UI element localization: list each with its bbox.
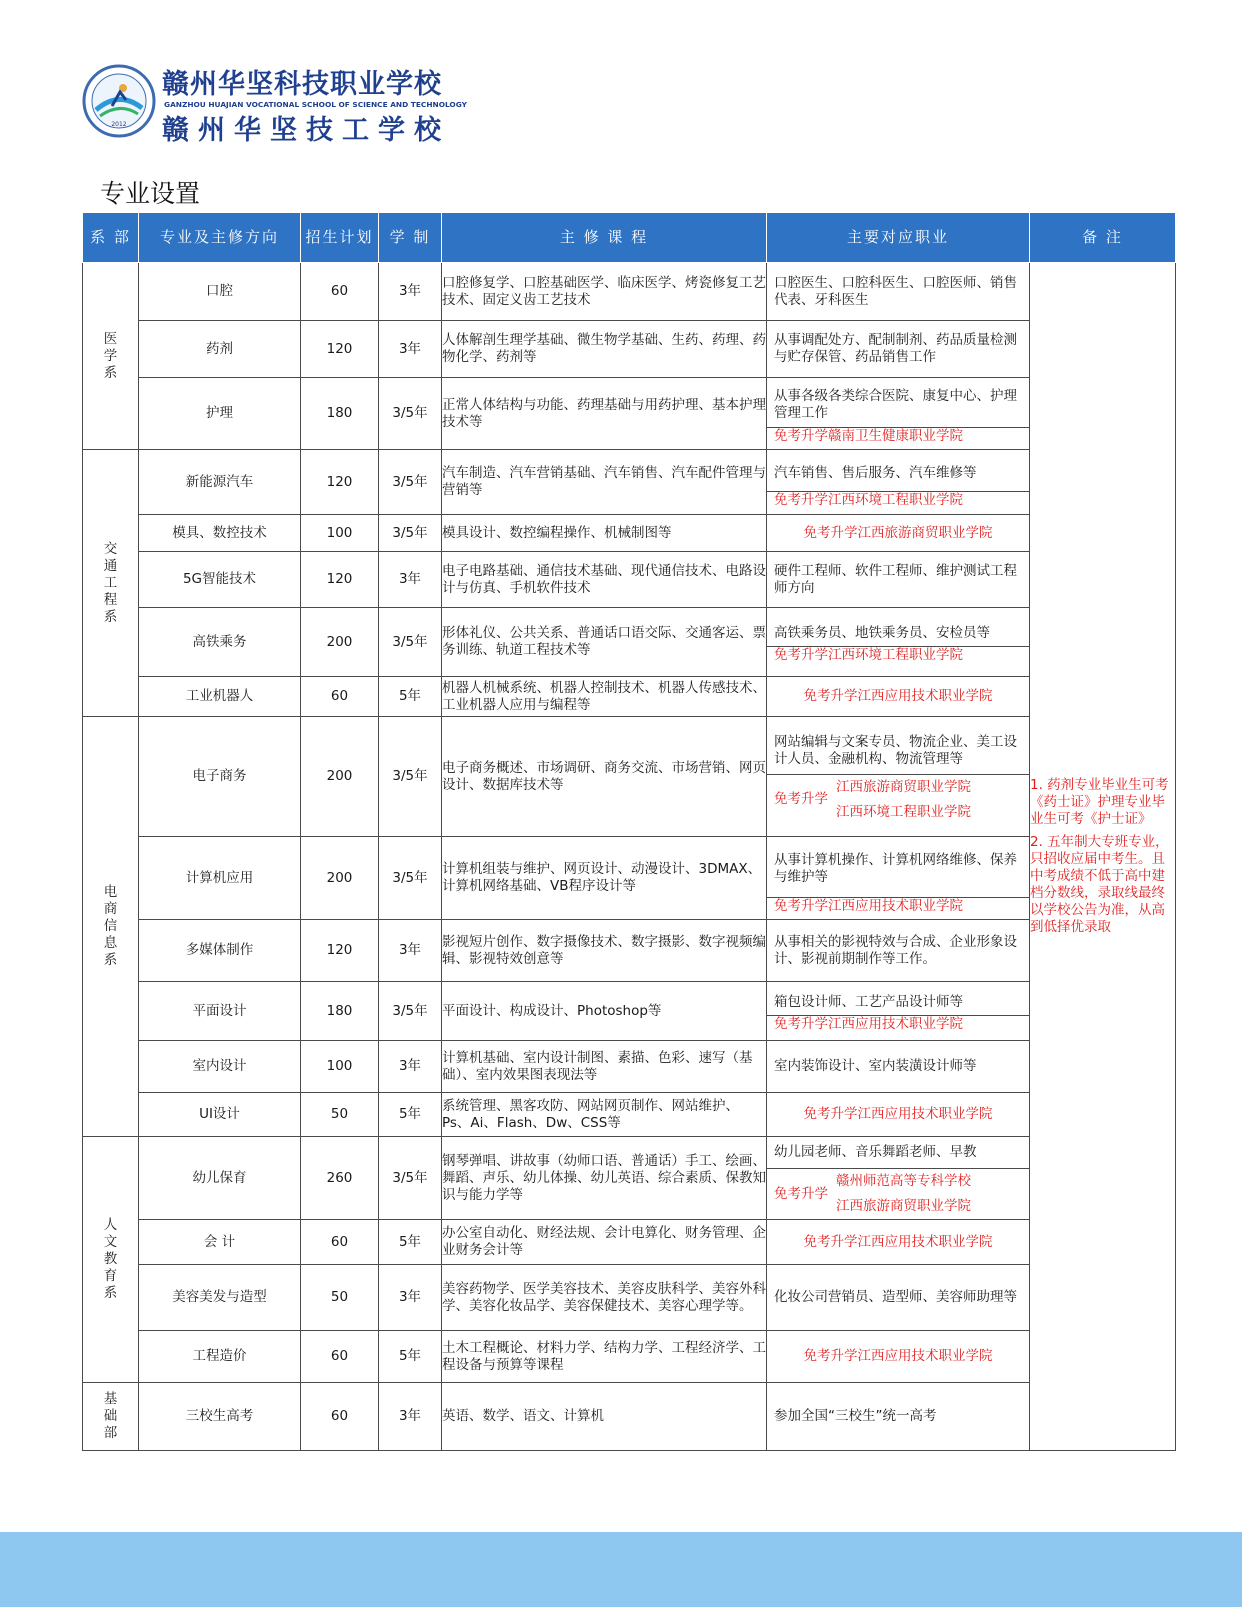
career-text: 幼儿园老师、音乐舞蹈老师、早教	[774, 1144, 977, 1160]
career-text: 从事调配处方、配制制剂、药品质量检测与贮存保管、药品销售工作	[774, 332, 1017, 365]
career-cell	[767, 608, 1030, 677]
study-duration: 3/5年	[379, 837, 442, 920]
main-courses: 汽车制造、汽车营销基础、汽车销售、汽车配件管理与营销等	[442, 450, 767, 515]
study-duration: 5年	[379, 677, 442, 717]
study-duration: 3/5年	[379, 515, 442, 552]
study-duration: 3/5年	[379, 608, 442, 677]
enrollment-plan: 60	[301, 1220, 379, 1265]
upgrade-path: 免考升学赣南卫生健康职业学院	[767, 427, 1029, 445]
enrollment-plan: 50	[301, 1265, 379, 1331]
main-courses: 美容药物学、医学美容技术、美容皮肤科学、美容外科学、美容化妆品学、美容保健技术、美容心理学等。	[442, 1265, 767, 1331]
note-item: 1. 药剂专业毕业生可考《药士证》护理专业毕业生可考《护士证》	[1030, 777, 1169, 827]
enrollment-plan: 260	[301, 1137, 379, 1220]
upgrade-path	[767, 774, 1029, 825]
major-name: 三校生高考	[139, 1383, 301, 1451]
main-courses: 人体解剖生理学基础、微生物学基础、生药、药理、药物化学、药剂等	[442, 321, 767, 378]
enrollment-plan: 120	[301, 321, 379, 378]
study-duration: 3/5年	[379, 378, 442, 450]
career-text: 汽车销售、售后服务、汽车维修等	[774, 464, 977, 481]
table-row	[83, 1093, 1176, 1137]
main-courses: 办公室自动化、财经法规、会计电算化、财务管理、企业财务会计等	[442, 1220, 767, 1265]
main-courses: 计算机基础、室内设计制图、素描、色彩、速写（基础）、室内效果图表现法等	[442, 1041, 767, 1093]
career-text: 口腔医生、口腔科医生、口腔医师、销售代表、牙科医生	[774, 274, 1017, 308]
major-name: 室内设计	[139, 1041, 301, 1093]
upgrade-path: 免考升学江西应用技术职业学院	[803, 688, 993, 704]
upgrade-prefix: 免考升学	[774, 1185, 828, 1202]
enrollment-plan: 200	[301, 608, 379, 677]
career-cell	[767, 552, 1030, 608]
table-row	[83, 321, 1176, 378]
table-row	[83, 837, 1176, 920]
school-emblem-icon	[82, 64, 156, 138]
major-name: 幼儿保育	[139, 1137, 301, 1220]
school-name-en: GANZHOU HUAJIAN VOCATIONAL SCHOOL OF SCIENCE AND TECHNOLOGY	[164, 100, 467, 109]
upgrade-path: 免考升学江西应用技术职业学院	[803, 1348, 993, 1364]
major-name: 工程造价	[139, 1331, 301, 1383]
career-text: 从事相关的影视特效与合成、企业形象设计、影视前期制作等工作。	[774, 933, 1017, 967]
study-duration: 3年	[379, 920, 442, 982]
table-header-row	[83, 213, 1176, 263]
study-duration: 5年	[379, 1093, 442, 1137]
main-courses: 平面设计、构成设计、Photoshop等	[442, 982, 767, 1041]
upgrade-path: 免考升学江西环境工程职业学院	[767, 491, 1029, 509]
upgrade-path: 免考升学江西应用技术职业学院	[767, 1015, 1029, 1033]
career-cell	[767, 837, 1030, 920]
career-text: 化妆公司营销员、造型师、美容师助理等	[774, 1289, 1017, 1305]
main-courses: 模具设计、数控编程操作、机械制图等	[442, 515, 767, 552]
study-duration: 3年	[379, 1265, 442, 1331]
table-row	[83, 515, 1176, 552]
main-courses: 影视短片创作、数字摄像技术、数字摄影、数字视频编辑、影视特效创意等	[442, 920, 767, 982]
enrollment-plan: 180	[301, 982, 379, 1041]
career-cell	[767, 1383, 1030, 1451]
table-row	[83, 1041, 1176, 1093]
career-text: 参加全国“三校生”统一高考	[774, 1408, 937, 1424]
major-name: 计算机应用	[139, 837, 301, 920]
header-courses: 主 修 课 程	[442, 213, 767, 263]
enrollment-plan: 120	[301, 920, 379, 982]
study-duration: 5年	[379, 1331, 442, 1383]
svg-text:2012: 2012	[111, 121, 127, 128]
header-duration: 学 制	[379, 213, 442, 263]
career-cell	[767, 1041, 1030, 1093]
enrollment-plan: 200	[301, 837, 379, 920]
school-logo	[82, 62, 467, 146]
career-cell	[767, 1331, 1030, 1383]
major-name: 口腔	[139, 263, 301, 321]
major-name: 高铁乘务	[139, 608, 301, 677]
enrollment-plan: 60	[301, 1331, 379, 1383]
upgrade-prefix: 免考升学	[774, 791, 828, 807]
major-name: 药剂	[139, 321, 301, 378]
major-name: 护理	[139, 378, 301, 450]
career-cell	[767, 450, 1030, 515]
career-text: 高铁乘务员、地铁乘务员、安检员等	[774, 624, 990, 641]
enrollment-plan: 120	[301, 450, 379, 515]
upgrade-school: 江西旅游商贸职业学院	[836, 1198, 971, 1214]
career-text: 箱包设计师、工艺产品设计师等	[774, 993, 963, 1010]
major-name: 5G智能技术	[139, 552, 301, 608]
study-duration: 5年	[379, 1220, 442, 1265]
career-text: 室内装饰设计、室内装潢设计师等	[774, 1058, 977, 1074]
notes-cell	[1030, 263, 1176, 1451]
footer-band	[0, 1532, 1242, 1607]
upgrade-school: 江西环境工程职业学院	[836, 803, 971, 820]
major-name: 模具、数控技术	[139, 515, 301, 552]
major-name: 美容美发与造型	[139, 1265, 301, 1331]
main-courses: 口腔修复学、口腔基础医学、临床医学、烤瓷修复工艺技术、固定义齿工艺技术	[442, 263, 767, 321]
career-cell	[767, 1093, 1030, 1137]
upgrade-school: 赣州师范高等专科学校	[836, 1173, 971, 1189]
main-courses: 正常人体结构与功能、药理基础与用药护理、基本护理技术等	[442, 378, 767, 450]
main-courses: 土木工程概论、材料力学、结构力学、工程经济学、工程设备与预算等课程	[442, 1331, 767, 1383]
department-cell: 基 础 部	[83, 1383, 139, 1451]
table-row	[83, 608, 1176, 677]
department-cell: 电 商 信 息 系	[83, 717, 139, 1137]
major-name: 工业机器人	[139, 677, 301, 717]
major-name: 平面设计	[139, 982, 301, 1041]
enrollment-plan: 200	[301, 717, 379, 837]
header-careers: 主要对应职业	[767, 213, 1030, 263]
table-row	[83, 378, 1176, 450]
upgrade-path	[767, 1168, 1029, 1219]
table-row	[83, 717, 1176, 837]
study-duration: 3年	[379, 1383, 442, 1451]
table-row	[83, 1220, 1176, 1265]
school-name-cn-2: 赣州华坚技工学校	[162, 115, 450, 146]
header-major: 专业及主修方向	[139, 213, 301, 263]
career-text: 网站编辑与文案专员、物流企业、美工设计人员、金融机构、物流管理等	[774, 734, 1017, 767]
main-courses: 钢琴弹唱、讲故事（幼师口语、普通话）手工、绘画、舞蹈、声乐、幼儿体操、幼儿英语、综合素质、保教知识与能力学等	[442, 1137, 767, 1220]
career-cell	[767, 263, 1030, 321]
note-item: 2. 五年制大专班专业，只招收应届中考生。且中考成绩不低于高中建档分数线，录取线最终以学校公告为准，从高到低择优录取	[1030, 834, 1169, 935]
main-courses: 系统管理、黑客攻防、网站网页制作、网站维护、Ps、Ai、Flash、Dw、CSS等	[442, 1093, 767, 1137]
enrollment-plan: 60	[301, 1383, 379, 1451]
main-courses: 英语、数学、语文、计算机	[442, 1383, 767, 1451]
department-cell: 医 学 系	[83, 263, 139, 450]
main-courses: 形体礼仪、公共关系、普通话口语交际、交通客运、票务训练、轨道工程技术等	[442, 608, 767, 677]
career-text: 硬件工程师、软件工程师、维护测试工程师方向	[774, 562, 1017, 596]
department-cell: 交 通 工 程 系	[83, 450, 139, 717]
table-row	[83, 1383, 1176, 1451]
study-duration: 3年	[379, 552, 442, 608]
upgrade-path: 免考升学江西旅游商贸职业学院	[803, 524, 993, 541]
upgrade-school: 江西旅游商贸职业学院	[836, 778, 971, 795]
table-row	[83, 263, 1176, 321]
upgrade-path: 免考升学江西应用技术职业学院	[803, 1106, 993, 1122]
table-row	[83, 677, 1176, 717]
upgrade-path: 免考升学江西应用技术职业学院	[767, 897, 1029, 915]
study-duration: 3/5年	[379, 1137, 442, 1220]
table-row	[83, 450, 1176, 515]
study-duration: 3/5年	[379, 450, 442, 515]
major-name: 多媒体制作	[139, 920, 301, 982]
major-name: 电子商务	[139, 717, 301, 837]
study-duration: 3年	[379, 321, 442, 378]
career-cell	[767, 982, 1030, 1041]
school-name-cn: 赣州华坚科技职业学校	[162, 69, 442, 100]
career-cell	[767, 717, 1030, 837]
major-name: 新能源汽车	[139, 450, 301, 515]
study-duration: 3年	[379, 263, 442, 321]
main-courses: 计算机组装与维护、网页设计、动漫设计、3DMAX、计算机网络基础、VB程序设计等	[442, 837, 767, 920]
enrollment-plan: 100	[301, 515, 379, 552]
table-row	[83, 920, 1176, 982]
enrollment-plan: 50	[301, 1093, 379, 1137]
enrollment-plan: 180	[301, 378, 379, 450]
major-name: 会 计	[139, 1220, 301, 1265]
table-row	[83, 1331, 1176, 1383]
enrollment-plan: 120	[301, 552, 379, 608]
table-row	[83, 1137, 1176, 1220]
main-courses: 电子商务概述、市场调研、商务交流、市场营销、网页设计、数据库技术等	[442, 717, 767, 837]
table-row	[83, 1265, 1176, 1331]
majors-table	[82, 212, 1176, 1451]
enrollment-plan: 60	[301, 263, 379, 321]
study-duration: 3年	[379, 1041, 442, 1093]
career-cell	[767, 321, 1030, 378]
department-cell: 人 文 教 育 系	[83, 1137, 139, 1383]
career-text: 从事各级各类综合医院、康复中心、护理管理工作	[774, 387, 1017, 421]
study-duration: 3/5年	[379, 717, 442, 837]
main-courses: 电子电路基础、通信技术基础、现代通信技术、电路设计与仿真、手机软件技术	[442, 552, 767, 608]
career-cell	[767, 515, 1030, 552]
career-cell	[767, 1137, 1030, 1220]
table-row	[83, 982, 1176, 1041]
enrollment-plan: 60	[301, 677, 379, 717]
study-duration: 3/5年	[379, 982, 442, 1041]
major-name: UI设计	[139, 1093, 301, 1137]
page-title: 专业设置	[100, 179, 201, 208]
career-cell	[767, 1220, 1030, 1265]
career-cell	[767, 677, 1030, 717]
upgrade-path: 免考升学江西环境工程职业学院	[767, 646, 1029, 664]
table-row	[83, 552, 1176, 608]
career-text: 从事计算机操作、计算机网络维修、保养与维护等	[774, 852, 1017, 885]
career-cell	[767, 378, 1030, 450]
career-cell	[767, 920, 1030, 982]
header-dept: 系 部	[83, 213, 139, 263]
header-notes: 备 注	[1030, 213, 1176, 263]
main-courses: 机器人机械系统、机器人控制技术、机器人传感技术、工业机器人应用与编程等	[442, 677, 767, 717]
upgrade-path: 免考升学江西应用技术职业学院	[803, 1233, 993, 1250]
career-cell	[767, 1265, 1030, 1331]
header-plan: 招生计划	[301, 213, 379, 263]
enrollment-plan: 100	[301, 1041, 379, 1093]
